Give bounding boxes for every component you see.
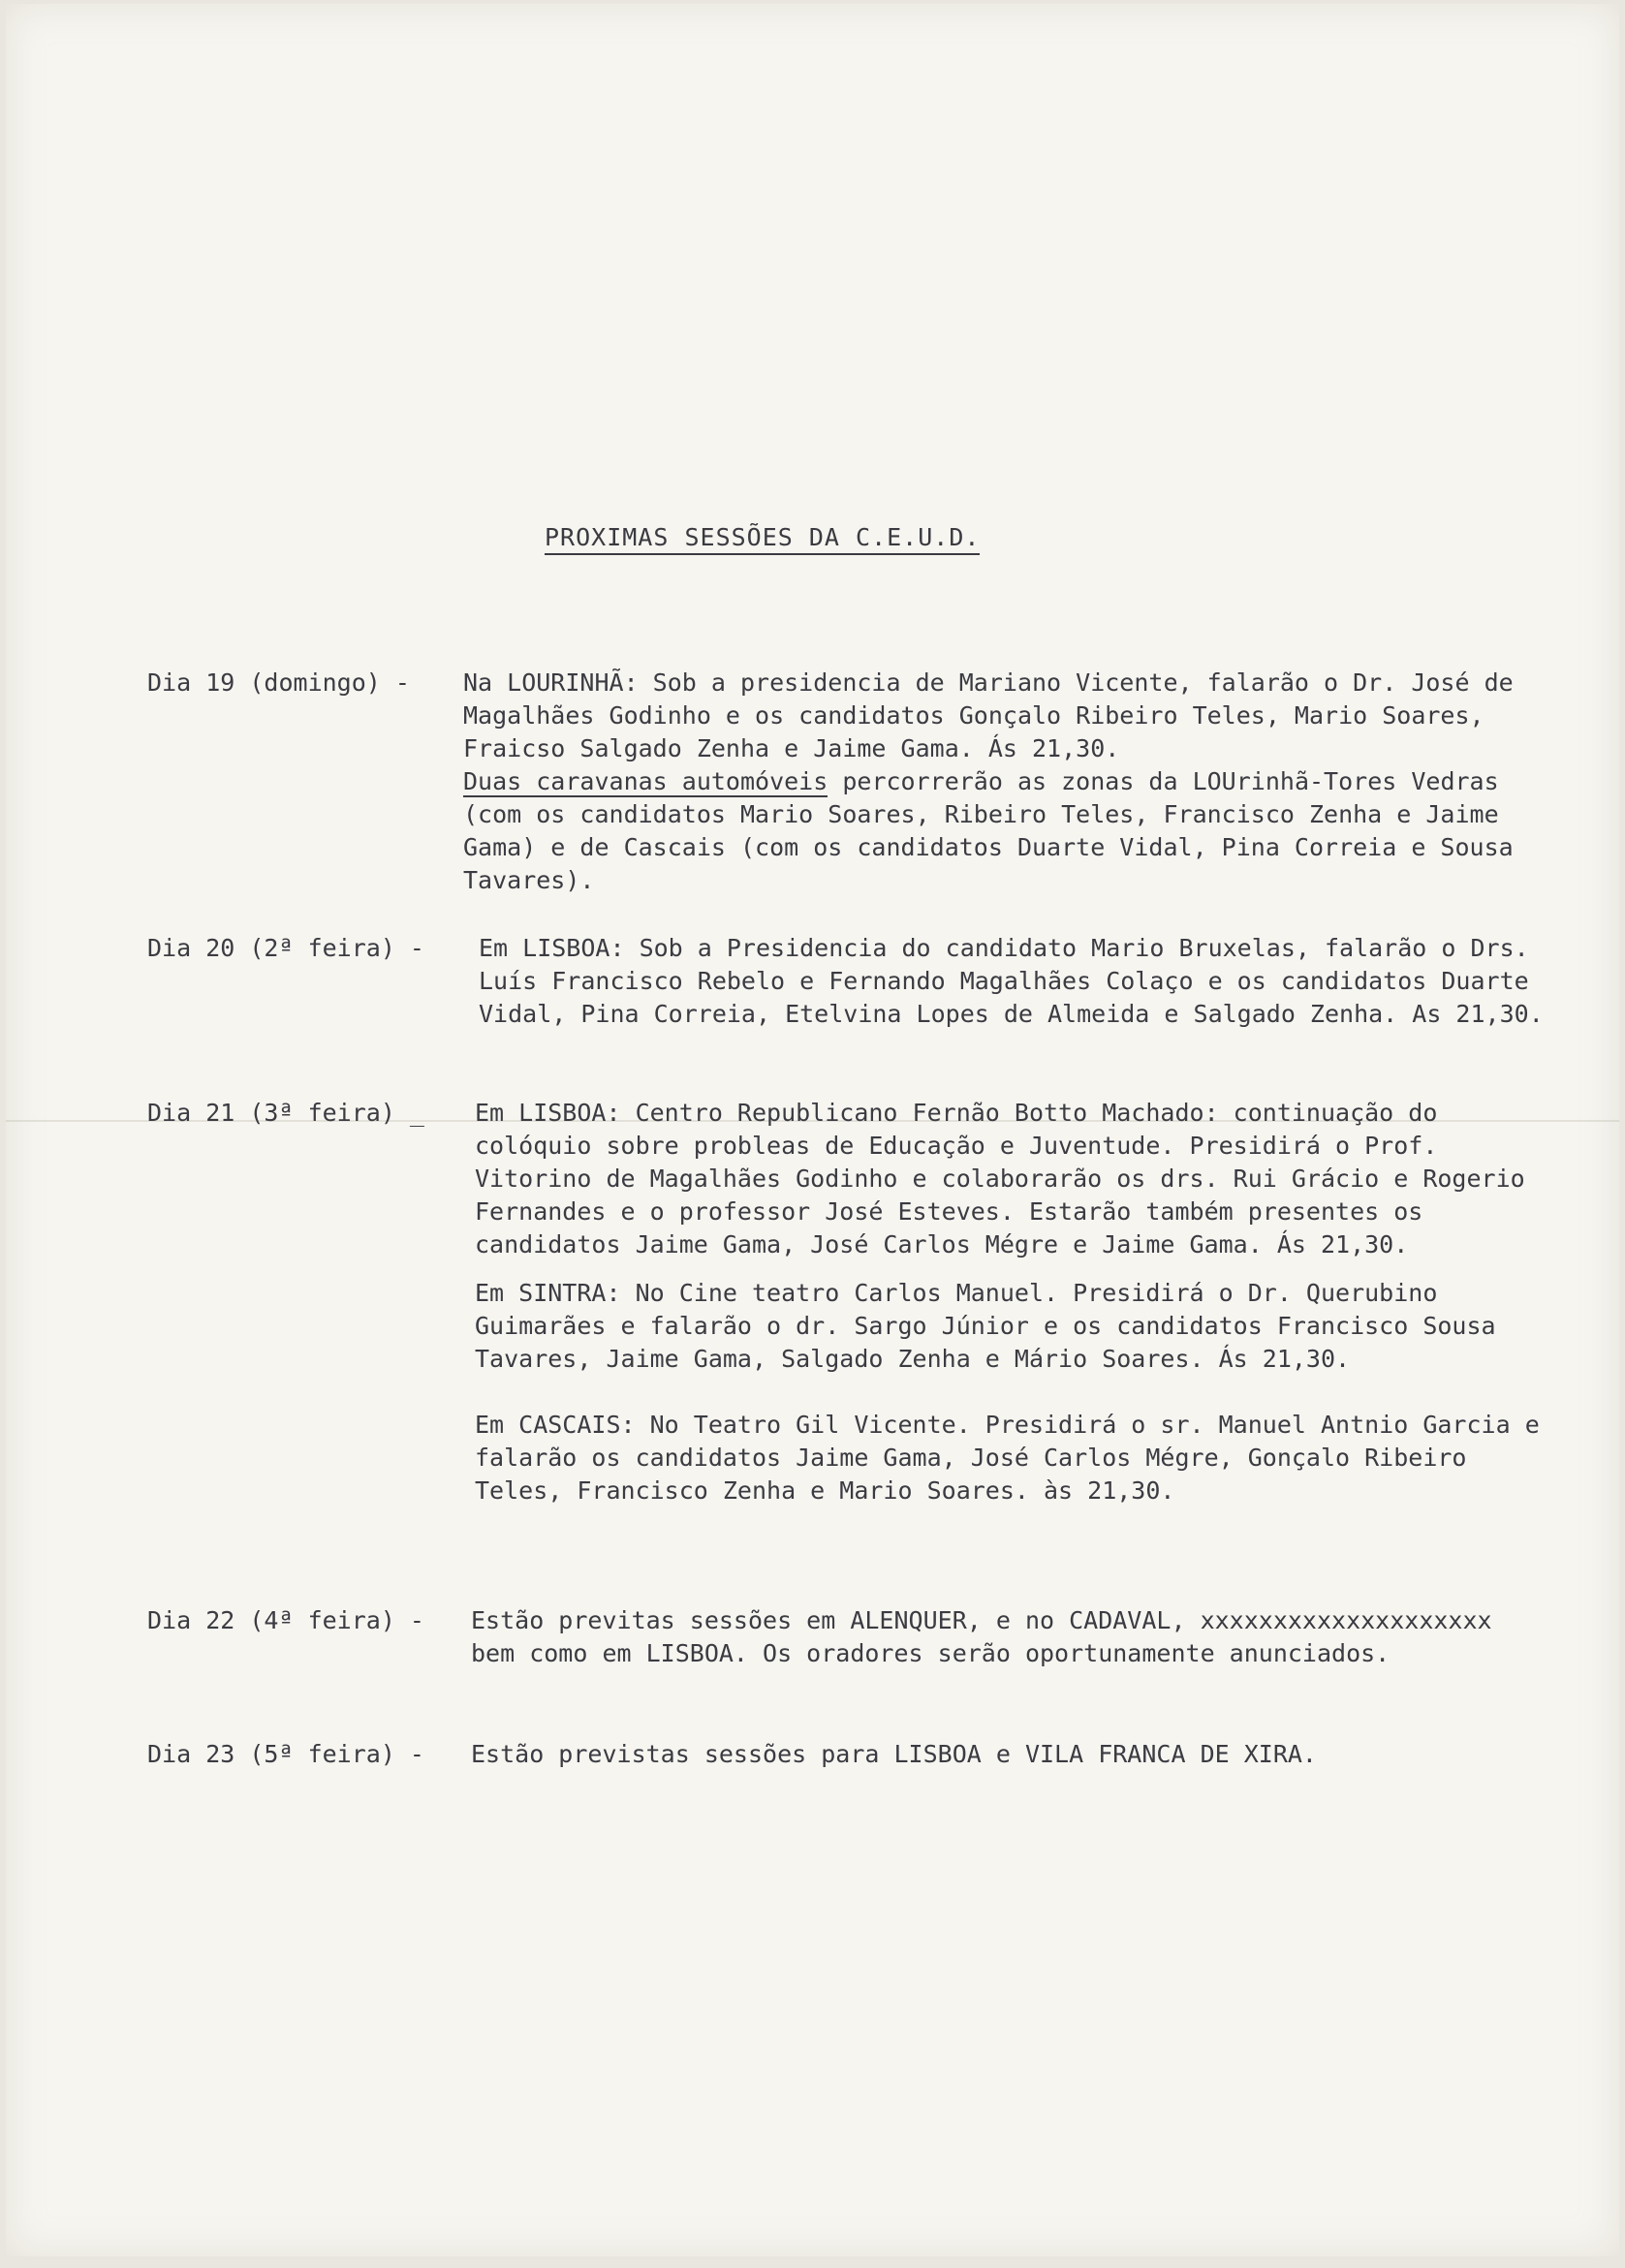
day-label: Dia 19 (domingo) - (147, 668, 410, 697)
day-label: Dia 22 (4ª feira) - (147, 1606, 424, 1634)
paragraph (479, 932, 1554, 1031)
document-page (6, 4, 1619, 2256)
paragraph-text: percorrerão as zonas da LOUrinhã-Tores Vedras (com os candidatos Mario Soares, Ribeiro Teles, Francisco Zenha e Jaime Gama) e de Cascais (com os candidatos Duarte Vidal, Pina Correia e Sousa Tavares). (463, 767, 1528, 894)
day-label: Dia 21 (3ª feira) _ (147, 1099, 424, 1127)
paragraph-text: Em SINTRA: No Cine teatro Carlos Manuel. Presidirá o Dr. Querubino Guimarães e falarão o dr. Sargo Júnior e os candidatos Francisco Sousa Tavares, Jaime Gama, Salgado Zenha e Mário Soares. Ás 21,30. (475, 1279, 1511, 1373)
underlined-text: Duas caravanas automóveis (463, 767, 828, 795)
day-details (479, 932, 1554, 1031)
paragraph-text: Em LISBOA: Sob a Presidencia do candidato Mario Bruxelas, falarão o Drs. Luís Francisco Rebelo e Fernando Magalhães Colaço e os candidatos Duarte Vidal, Pina Correia, Etelvina Lopes de Almeida e Salgado Zenha. As 21,30. (479, 934, 1544, 1028)
paragraph-text: Estão previtas sessões em ALENQUER, e no CADAVAL, xxxxxxxxxxxxxxxxxxxx bem como em LISBOA. Os oradores serão oportunamente anunciados. (471, 1606, 1507, 1667)
paragraph (475, 1277, 1550, 1376)
day-details (471, 1738, 1547, 1771)
day-details (463, 667, 1539, 897)
day-label: Dia 20 (2ª feira) - (147, 934, 424, 962)
paragraph (475, 1097, 1550, 1261)
paragraph-text: Em CASCAIS: No Teatro Gil Vicente. Presidirá o sr. Manuel Antnio Garcia e falarão os candidatos Jaime Gama, José Carlos Mégre, Gonçalo Ribeiro Teles, Francisco Zenha e Mario Soares. às 21,30. (475, 1411, 1554, 1505)
paragraph (471, 1738, 1547, 1771)
paragraph (475, 1409, 1554, 1507)
paragraph-text: Na LOURINHÃ: Sob a presidencia de Mariano Vicente, falarão o Dr. José de Magalhães Godinho e os candidatos Gonçalo Ribeiro Teles, Mario Soares, Fraicso Salgado Zenha e Jaime Gama. Ás 21,30. (463, 668, 1528, 762)
paragraph (463, 667, 1539, 765)
paragraph (463, 765, 1539, 897)
day-details (475, 1097, 1554, 1507)
paragraph (471, 1604, 1547, 1670)
paragraph-text: Em LISBOA: Centro Republicano Fernão Botto Machado: continuação do colóquio sobre probleas de Educação e Juventude. Presidirá o Prof. Vitorino de Magalhães Godinho e colaborarão os drs. Rui Grácio e Rogerio Fernandes e o professor José Esteves. Estarão também presentes os candidatos Jaime Gama, José Carlos Mégre e Jaime Gama. Ás 21,30. (475, 1099, 1540, 1258)
day-details (471, 1604, 1547, 1670)
paragraph-text: Estão previstas sessões para LISBOA e VILA FRANCA DE XIRA. (471, 1740, 1317, 1768)
document-title: PROXIMAS SESSÕES DA C.E.U.D. (545, 523, 980, 555)
day-label: Dia 23 (5ª feira) - (147, 1740, 424, 1768)
